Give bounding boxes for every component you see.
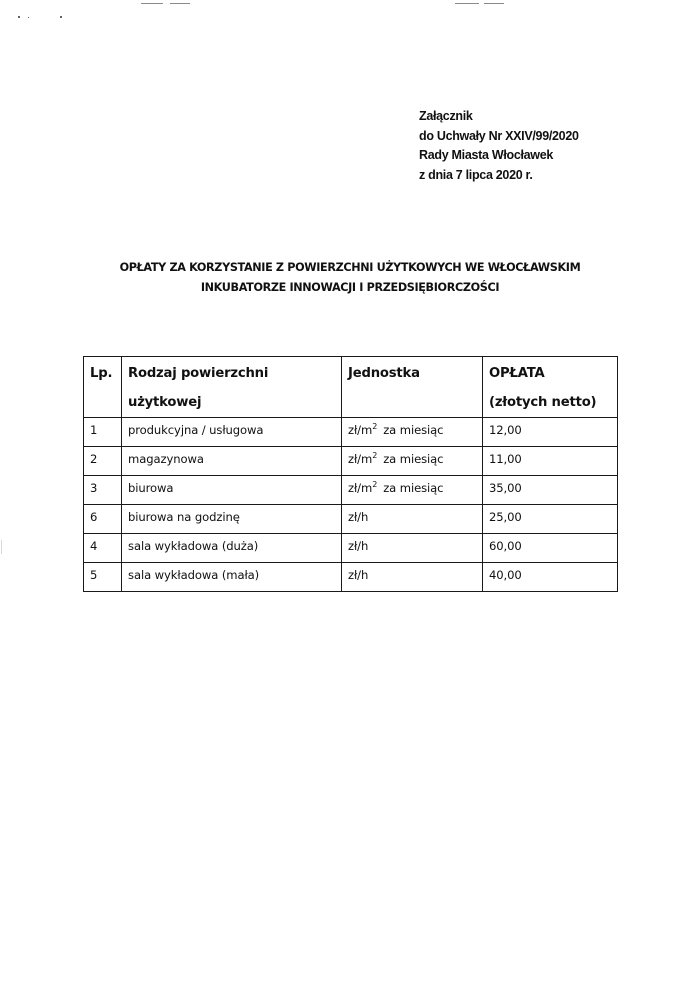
cell-lp: 4 (84, 534, 122, 563)
cell-lp: 5 (84, 563, 122, 592)
scan-edge-mark (1, 540, 2, 554)
cell-unit (342, 447, 483, 476)
unit-base: zł/m (348, 423, 373, 437)
city-council: Rady Miasta Włocławek (419, 148, 554, 162)
unit-suffix: za miesiąc (383, 423, 444, 437)
cell-space-type: biurowa na godzinę (122, 505, 342, 534)
cell-lp: 6 (84, 505, 122, 534)
cell-fee: 12,00 (483, 418, 618, 447)
scan-artifact-dot (28, 17, 29, 18)
cell-space-type: produkcyjna / usługowa (122, 418, 342, 447)
cell-lp: 3 (84, 476, 122, 505)
cell-fee: 60,00 (483, 534, 618, 563)
cell-space-type: magazynowa (122, 447, 342, 476)
annex-label: Załącznik (419, 109, 473, 123)
cell-unit (342, 476, 483, 505)
header-fee-line-2: (złotych netto) (489, 395, 597, 410)
scan-artifact-dot (60, 16, 62, 18)
header-unit-label: Jednostka (348, 366, 420, 381)
unit-superscript: 2 (372, 451, 378, 460)
unit-suffix: za miesiąc (383, 481, 444, 495)
cell-fee: 40,00 (483, 563, 618, 592)
scan-artifact-line (170, 3, 190, 4)
table-row (84, 505, 618, 534)
cell-fee: 35,00 (483, 476, 618, 505)
header-lp-label: Lp. (90, 366, 113, 381)
document-title-line-1: OPŁATY ZA KORZYSTANIE Z POWIERZCHNI UŻYTKOWYCH WE WŁOCŁAWSKIM (119, 261, 581, 274)
resolution-number: do Uchwały Nr XXIV/99/2020 (419, 128, 579, 143)
unit-base: zł/h (348, 510, 369, 524)
cell-space-type: sala wykładowa (duża) (122, 534, 342, 563)
resolution-date: z dnia 7 lipca 2020 r. (419, 167, 533, 182)
unit-superscript: 2 (372, 422, 378, 431)
cell-unit (342, 563, 483, 592)
annex-header (419, 107, 579, 185)
header-fee (483, 357, 618, 418)
header-space-type (122, 357, 342, 418)
cell-unit (342, 505, 483, 534)
unit-suffix: za miesiąc (383, 452, 444, 466)
header-lp (84, 357, 122, 418)
unit-base: zł/h (348, 539, 369, 553)
scan-artifact-dot (18, 16, 20, 18)
table-row (84, 418, 618, 447)
cell-fee: 11,00 (483, 447, 618, 476)
document-title (0, 258, 700, 298)
cell-space-type: sala wykładowa (mała) (122, 563, 342, 592)
cell-fee: 25,00 (483, 505, 618, 534)
header-space-type-line-1: Rodzaj powierzchni (128, 366, 269, 381)
unit-base: zł/h (348, 568, 369, 582)
fees-table (83, 356, 618, 592)
unit-base: zł/m (348, 481, 373, 495)
table-row (84, 447, 618, 476)
cell-unit (342, 418, 483, 447)
table-header-row (84, 357, 618, 418)
table-row (84, 563, 618, 592)
header-space-type-line-2: użytkowej (128, 395, 202, 410)
scan-artifact-line (455, 3, 479, 4)
scan-artifact-line (484, 3, 504, 4)
cell-space-type: biurowa (122, 476, 342, 505)
table-row (84, 476, 618, 505)
scan-artifact-line (141, 3, 163, 4)
document-title-line-2: INKUBATORZE INNOWACJI I PRZEDSIĘBIORCZOŚCI (200, 281, 500, 294)
unit-superscript: 2 (372, 480, 378, 489)
header-unit (342, 357, 483, 418)
header-fee-line-1: OPŁATA (489, 366, 545, 381)
table-row (84, 534, 618, 563)
unit-base: zł/m (348, 452, 373, 466)
cell-lp: 2 (84, 447, 122, 476)
cell-unit (342, 534, 483, 563)
cell-lp: 1 (84, 418, 122, 447)
